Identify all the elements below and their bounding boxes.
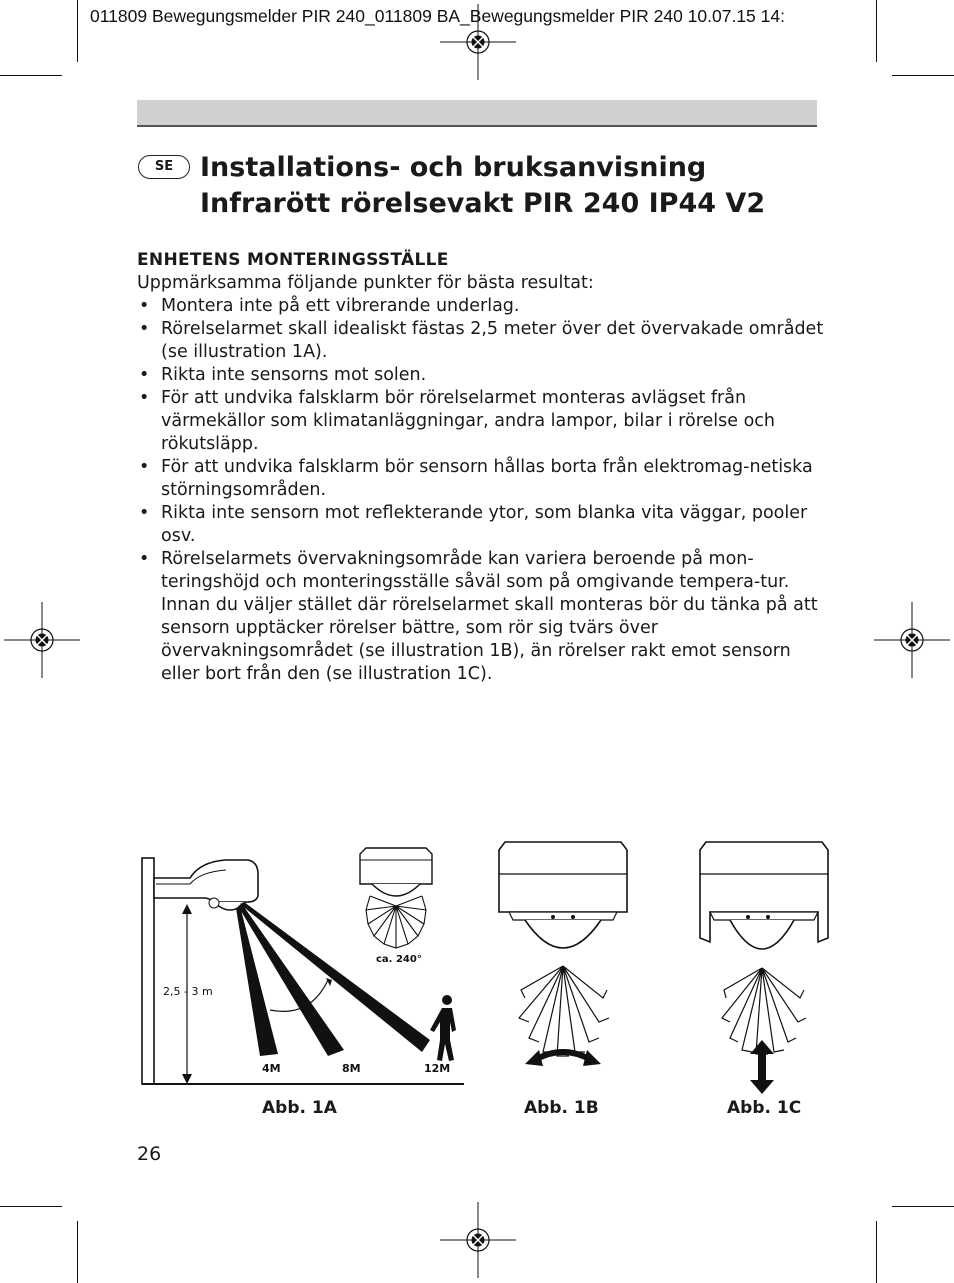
list-item: • Rörelselarmet skall idealiskt fästas 2,5 meter över det övervakade området (se illustration 1A). [137,318,827,364]
crop-mark [892,1206,954,1207]
sensor-housing [499,842,627,912]
detection-zones [722,968,806,1054]
wall [142,858,154,1084]
title-line-1: Installations- och bruksanvisning [200,152,707,183]
registration-mark-icon [440,4,516,80]
registration-mark-icon [874,602,950,678]
crop-mark [876,0,877,62]
sensor-dome [730,920,794,949]
page-title [200,150,840,222]
list-item: • För att undvika falsklarm bör sensorn hållas borta från elektromag-netiska störningsområden. [137,456,827,502]
distance-label-4m: 4M [262,1062,281,1075]
list-item: • Montera inte på ett vibrerande underlag. [137,295,827,318]
person-icon [430,995,456,1061]
title-line-2: Infrarött rörelsevakt PIR 240 IP44 V2 [200,188,766,219]
distance-label-12m: 12M [424,1062,451,1075]
detection-zones [519,966,609,1056]
crop-mark [876,1221,877,1283]
list-item: • För att undvika falsklarm bör rörelselarmet monteras avlägset från värmekällor som klimatanläggningar, andra lampor, bilar i rörelse och rökutsläpp. [137,387,827,456]
mounting-section [137,249,827,686]
crop-mark [892,75,954,76]
sensor-body [154,860,258,902]
figure-caption-1c: Abb. 1C [727,1098,802,1118]
intro-text: Uppmärksamma följande punkter för bästa resultat: [137,273,594,293]
figure-caption-1a: Abb. 1A [262,1098,337,1118]
page-number: 26 [137,1143,162,1165]
distance-label-8m: 8M [342,1062,361,1075]
vertical-motion-arrow-icon [750,1040,774,1094]
crop-mark [77,0,78,62]
sensor-top-view [360,848,432,964]
registration-mark-icon [4,602,80,678]
list-item: • Rikta inte sensorn mot reflekterande ytor, som blanka vita väggar, pooler osv. [137,502,827,548]
crop-mark [77,1221,78,1283]
figure-1c-illustration [696,838,832,1096]
figure-1a-illustration [130,840,475,1090]
height-label: 2,5 - 3 m [163,985,213,998]
sideways-motion-arrow-icon [525,1050,601,1066]
print-slug-line: 011809 Bewegungsmelder PIR 240_011809 BA_Bewegungsmelder PIR 240 10.07.15 14: [90,6,785,26]
registration-mark-icon [440,1202,516,1278]
sensor-dome [525,920,601,948]
header-bar [137,100,817,127]
crop-mark [0,1206,62,1207]
crop-mark [0,75,62,76]
list-item: • Rikta inte sensorns mot solen. [137,364,827,387]
angle-label: ca. 240° [376,954,422,965]
list-item: • Rörelselarmets övervakningsområde kan variera beroende på mon-teringshöjd och monteringsställe såväl som på omgivande tempera-tur. Innan du väljer stället där rörelselarmet skall monteras bör du tänka på att sensorn upptäcker rörelser bättre, som rör sig tvärs över övervakningsområdet (se illustration 1B), än rörelser rakt emot sensorn eller bort från den (se illustration 1C). [137,548,827,686]
figure-1b-illustration [495,838,631,1073]
bullet-list [137,295,827,686]
language-badge: SE [138,155,190,179]
section-heading: ENHETENS MONTERINGSSTÄLLE [137,250,449,270]
figure-caption-1b: Abb. 1B [524,1098,599,1118]
